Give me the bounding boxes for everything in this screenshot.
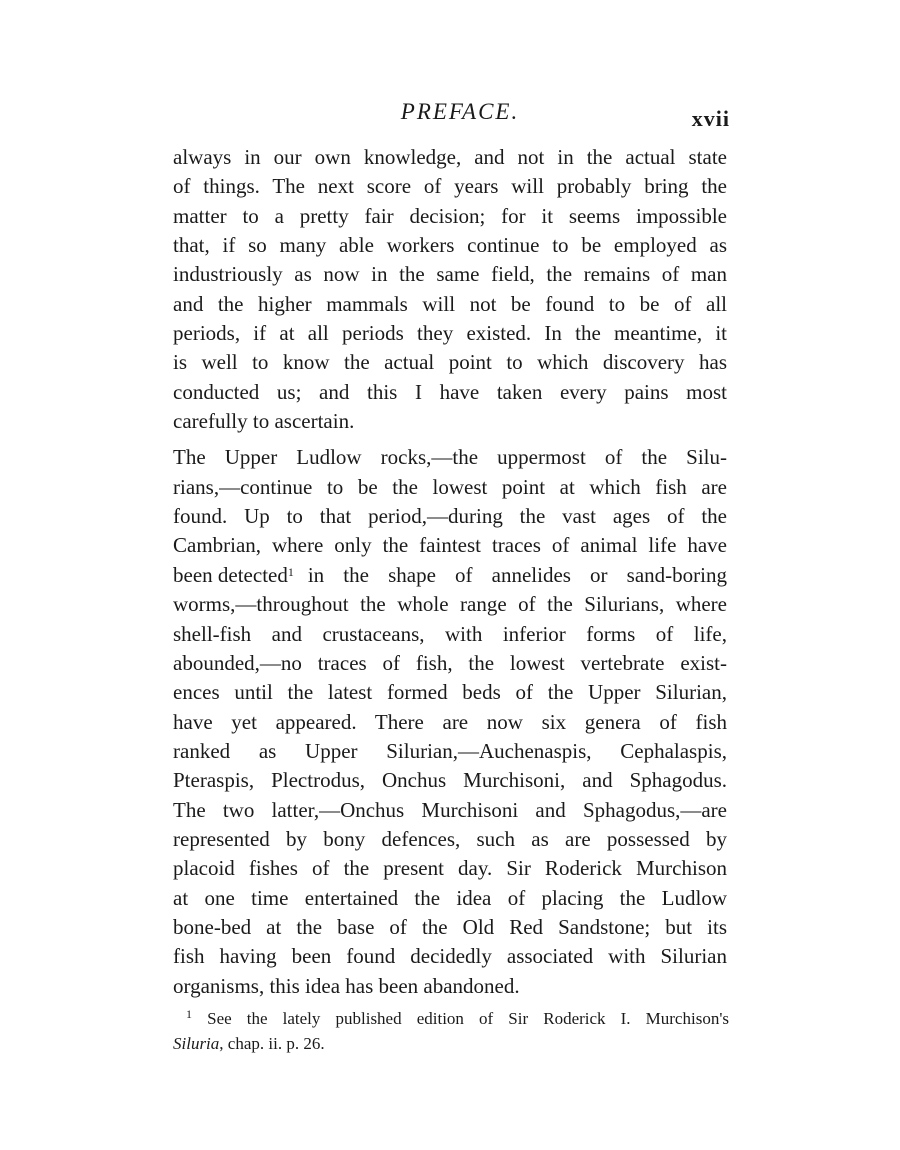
footnote bbox=[173, 1006, 729, 1056]
text-line: have yet appeared. There are now six genera of fish bbox=[173, 709, 727, 734]
text-line: Cambrian, where only the faintest traces of animal life have bbox=[173, 533, 727, 558]
text-line: placoid fishes of the present day. Sir Roderick Murchison bbox=[173, 856, 727, 881]
text-line: organisms, this idea has been abandoned. bbox=[173, 973, 520, 998]
footnote-line bbox=[186, 1006, 729, 1031]
text-line: of things. The next score of years will probably bring the bbox=[173, 174, 727, 199]
footnote-book-title: Siluria bbox=[173, 1034, 220, 1053]
text-line: shell-fish and crustaceans, with inferior forms of life, bbox=[173, 621, 727, 646]
text-line: bone-bed at the base of the Old Red Sandstone; but its bbox=[173, 914, 727, 939]
body-text bbox=[173, 143, 727, 1001]
text-segment: been detected$^1$ bbox=[173, 562, 294, 587]
text-line: Pteraspis, Plectrodus, Onchus Murchisoni, and Sphagodus. bbox=[173, 768, 727, 793]
running-title: PREFACE. bbox=[400, 99, 520, 124]
text-line: worms,—throughout the whole range of the Silurians, where bbox=[173, 592, 727, 617]
text-line: that, if so many able workers continue to be employed as bbox=[173, 233, 727, 258]
text-line: ranked as Upper Silurian,—Auchenaspis, Cephalaspis, bbox=[173, 738, 727, 763]
text-line: carefully to ascertain. bbox=[173, 409, 355, 434]
text-line: found. Up to that period,—during the vast ages of the bbox=[173, 504, 727, 529]
text-segment: in the shape of annelides or sand-boring bbox=[307, 562, 727, 587]
text-line-with-footnote-ref bbox=[173, 561, 727, 590]
text-line: periods, if at all periods they existed. In the meantime, it bbox=[173, 321, 727, 346]
text-line: conducted us; and this I have taken every pains most bbox=[173, 379, 727, 404]
text-line: industriously as now in the same field, the remains of man bbox=[173, 262, 727, 287]
text-line: and the higher mammals will not be found to be of all bbox=[173, 291, 727, 316]
text-line: is well to know the actual point to which discovery has bbox=[173, 350, 727, 375]
footnote-reference[interactable]: 1 bbox=[287, 564, 294, 579]
paragraph-1 bbox=[173, 143, 727, 436]
text-line: at one time entertained the idea of placing the Ludlow bbox=[173, 885, 727, 910]
text-line: always in our own knowledge, and not in the actual state bbox=[173, 145, 727, 169]
running-head bbox=[0, 96, 900, 136]
footnote-text: See the lately published edition of Sir Roderick I. Murchison's bbox=[207, 1009, 729, 1028]
text-line: matter to a pretty fair decision; for it seems impossible bbox=[173, 203, 727, 228]
text-line: abounded,—no traces of fish, the lowest vertebrate exist- bbox=[173, 650, 727, 675]
text-line: rians,—continue to be the lowest point at which fish are bbox=[173, 474, 727, 499]
paragraph-2 bbox=[173, 443, 727, 1001]
text-line: The two latter,—Onchus Murchisoni and Sphagodus,—are bbox=[173, 797, 727, 822]
footnote-marker: 1 bbox=[186, 1007, 192, 1021]
text-line: ences until the latest formed beds of the Upper Silurian, bbox=[173, 680, 727, 705]
text-line: The Upper Ludlow rocks,—the uppermost of the Silu- bbox=[173, 445, 727, 470]
page-number: xvii bbox=[691, 106, 730, 131]
footnote-text: , chap. ii. p. 26. bbox=[219, 1034, 325, 1053]
text-line: fish having been found decidedly associated with Silurian bbox=[173, 944, 727, 969]
text-line: represented by bony defences, such as are possessed by bbox=[173, 826, 727, 851]
footnote-line bbox=[173, 1031, 729, 1056]
